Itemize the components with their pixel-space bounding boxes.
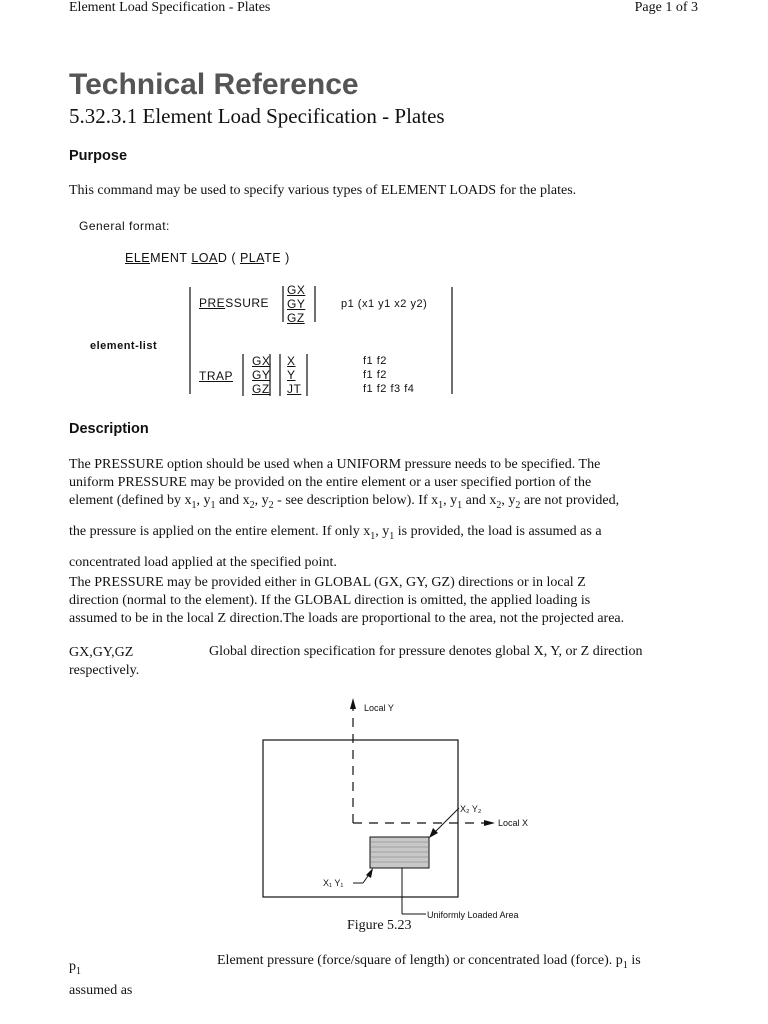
pressure-arguments: p1 (x1 y1 x2 y2) [341,298,428,310]
description-heading: Description [69,421,149,437]
param-term-gxgygz: GX,GY,GZ respectively. [69,645,140,678]
page-number: Page 1 of 3 [634,0,698,15]
figure-label-x1y1: X₁ Y₁ [323,878,344,888]
purpose-heading: Purpose [69,148,128,164]
uniformly-loaded-area [370,837,429,868]
plate-outline [263,740,458,897]
figure-caption: Figure 5.23 [347,918,412,933]
param-def-p1: Element pressure (force/square of length) or concentrated load (force). $p_1$ is [217,953,641,971]
figure-label-local-y: Local Y [364,703,394,713]
param-def-gxgygz: Global direction specification for pressure denotes global X, Y, or Z direction [209,644,643,659]
description-paragraph-1: The PRESSURE option should be used when a UNIFORM pressure needs to be specified. The uniform PRESSURE may be provided on the entire element or a user specified portion of the element (defined by $x_1$, $y_1$ and $x_2$, $y_2$ - see description below). If $x_1$, $y_1$ and $x_2$, $y_2$ are not provided, the pressure is applied on the entire element. If only $x_1$, $y_1$ is provided, the load is assumed as a concentrated load applied at the specified point. [69,457,620,570]
trap-direction-options: GX GY GZ [252,354,271,396]
trap-arguments: f1 f2 f1 f2 f1 f2 f3 f4 [363,355,415,395]
pressure-keyword: PRESSURE [199,296,270,310]
element-list-label: element-list [90,340,158,352]
section-title: 5.32.3.1 Element Load Specification - Plates [69,104,445,128]
general-format-label: General format: [79,219,170,233]
figure-label-x2y2: X₂ Y₂ [460,804,482,814]
document-header-title: Element Load Specification - Plates [69,0,271,15]
param-term-p1: $p_1$ assumed as [69,959,133,998]
trap-keyword: TRAP [199,369,234,383]
figure-label-loaded-area: Uniformly Loaded Area [427,910,519,920]
description-paragraph-2: The PRESSURE may be provided either in GLOBAL (GX, GY, GZ) directions or in local Z direction (normal to the element). If the GLOBAL direction is omitted, the applied loading is assumed to be in the local Z direction.The loads are proportional to the area, not the projected area. [69,575,625,626]
pressure-direction-options: GX GY GZ [287,283,306,325]
local-x-arrowhead [484,820,495,826]
page-title: Technical Reference [69,68,359,101]
figure-label-local-x: Local X [498,818,529,828]
command-syntax: ELEMENT LOAD ( PLATE ) [125,251,290,265]
figure-5-23-diagram [260,695,550,925]
trap-axis-options: X Y JT [287,354,302,396]
local-y-arrowhead [350,698,356,709]
purpose-text: This command may be used to specify various types of ELEMENT LOADS for the plates. [69,183,577,198]
